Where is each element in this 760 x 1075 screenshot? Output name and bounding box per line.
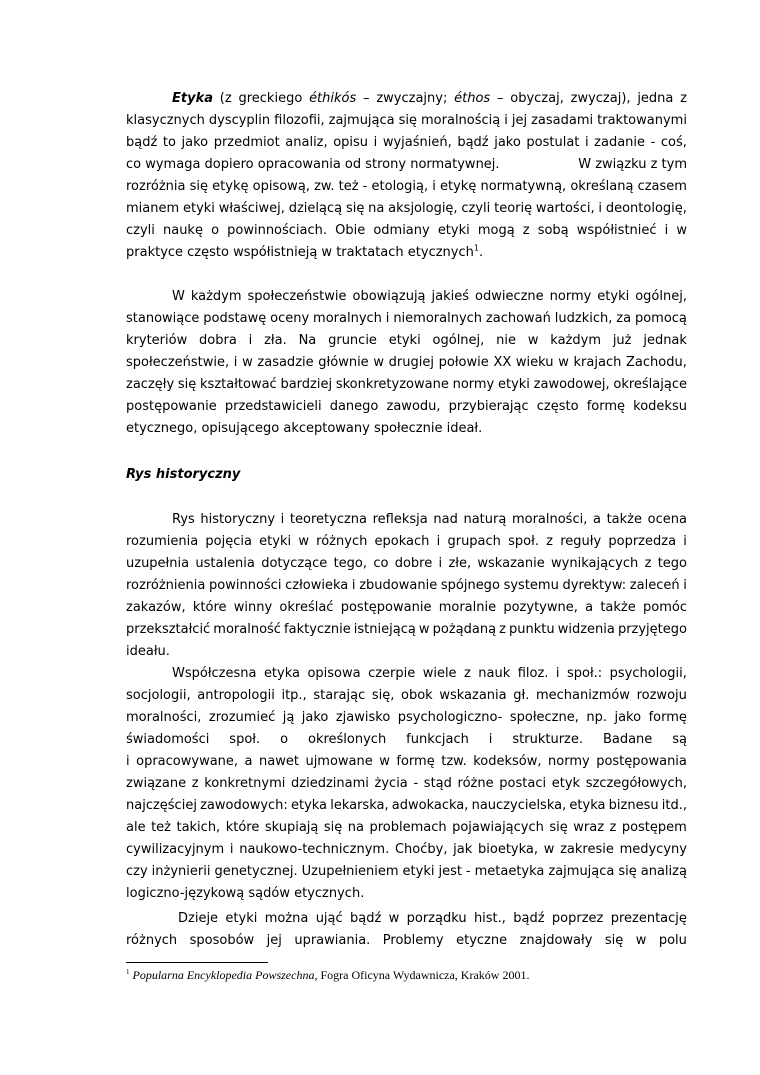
para3-line: Rys historyczny i teoretyczna refleksja nad naturą moralności, a także ocena	[172, 512, 687, 527]
para4-line: świadomości społ. o określonych funkcjach i strukturze. Badane są	[126, 732, 687, 747]
para2-line: zaczęły się kształtować bardziej skonkretyzowane normy etyki zawodowej, określające	[126, 377, 687, 392]
para4-line: socjologii, antropologii itp., starając się, obok wskazania gł. mechanizmów rozwoju	[126, 688, 687, 703]
footnote-rest: , Fogra Oficyna Wydawnicza, Kraków 2001.	[314, 968, 530, 982]
para4-line: najczęściej zawodowych: etyka lekarska, adwokacka, nauczycielska, etyka biznesu itd.,	[126, 798, 687, 813]
para2-line: stanowiące podstawę oceny moralnych i niemoralnych zachowań ludzkich, za pomocą	[126, 311, 687, 326]
para1-line: czyli naukę o powinnościach. Obie odmiany etyki mogą z sobą współistnieć i w	[126, 223, 687, 238]
para4-line: moralności, zrozumieć ją jako zjawisko psychologiczno- społeczne, np. jako formę	[126, 710, 687, 725]
para1-line: praktyce często współistnieją w traktatach etycznych$^1$.	[126, 243, 484, 260]
para5-line: różnych sposobów jej uprawiania. Problemy etyczne znajdowały się w polu	[126, 933, 687, 948]
para4-line: cywilizacyjnym i naukowo-technicznym. Choćby, jak bioetyka, w zakresie medycyny	[126, 842, 687, 857]
para3-line: ideału.	[126, 644, 170, 659]
para4-line: ale też takich, które skupiają się na problemach pojawiających się wraz z postępem	[126, 820, 687, 835]
para4-line: czy inżynierii genetycznej. Uzupełnieniem etyki jest - metaetyka zajmująca się analizą	[126, 864, 687, 879]
para1-line: mianem etyki właściwej, dzielącą się na aksjologię, czyli teorię wartości, i deontologię,	[126, 201, 687, 216]
para1-line: klasycznych dyscyplin filozofii, zajmująca się moralnością i jej zasadami traktowanymi	[126, 113, 687, 128]
footnote-number: 1	[126, 968, 130, 976]
para1-line: bądź to jako przedmiot analiz, opisu i wyjaśnień, bądź jako postulat i zadanie - coś,	[126, 135, 687, 150]
para4-line: logiczno-językową sądów etycznych.	[126, 886, 365, 901]
para3-line: uzupełnia ustalenia dotyczące tego, co dobre i złe, wskazanie wynikających z tego	[126, 556, 687, 571]
para1-line: Etyka (z greckiego éthikós – zwyczajny; éthos – obyczaj, zwyczaj), jedna z	[126, 88, 687, 110]
term-etyka: Etyka	[172, 91, 213, 106]
para4-line: Współczesna etyka opisowa czerpie wiele z nauk filoz. i społ.: psychologii,	[172, 666, 687, 681]
footnote-title: Popularna Encyklopedia Powszechna	[132, 968, 315, 982]
para2-line: W każdym społeczeństwie obowiązują jakieś odwieczne normy etyki ogólnej,	[172, 289, 687, 304]
para3-line: zakazów, które winny określać postępowanie moralnie pozytywne, a także pomóc	[126, 600, 687, 615]
section-heading: Rys historyczny	[126, 467, 241, 482]
para2-line: kryteriów dobra i zła. Na gruncie etyki ogólnej, nie w każdym już jednak	[126, 333, 687, 348]
footnote-separator	[126, 962, 268, 963]
para4-line: i opracowywane, a nawet ujmowane w formę tzw. kodeksów, normy postępowania	[126, 754, 687, 769]
para2-line: etycznego, opisującego akceptowany społecznie ideał.	[126, 421, 483, 436]
para3-line: przekształcić moralność faktycznie istniejącą w pożądaną z punktu widzenia przyjętego	[126, 622, 687, 637]
footnote	[126, 968, 529, 983]
para1-line: co wymaga dopiero opracowania od strony normatywnej. W związku z tym	[126, 157, 687, 172]
para2-line: społeczeństwie, i w zasadzie głównie w drugiej połowie XX wieku w krajach Zachodu,	[126, 355, 687, 370]
para4-line: związane z konkretnymi dziedzinami życia - stąd różne postaci etyk szczegółowych,	[126, 776, 687, 791]
para3-line: rozumienia pojęcia etyki w różnych epokach i grupach społ. z reguły poprzedza i	[126, 534, 687, 549]
footnote-ref: 1	[473, 243, 479, 253]
para3-line: rozróżnienia powinności człowieka i zbudowanie spójnego systemu dyrektyw: zaleceń i	[126, 578, 687, 593]
para1-line: rozróżnia się etykę opisową, zw. też - etologią, i etykę normatywną, określaną czasem	[126, 179, 687, 194]
para2-line: postępowanie przedstawicieli danego zawodu, przybierając często formę kodeksu	[126, 399, 687, 414]
para5-line: Dzieje etyki można ująć bądź w porządku hist., bądź poprzez prezentację	[178, 911, 687, 926]
